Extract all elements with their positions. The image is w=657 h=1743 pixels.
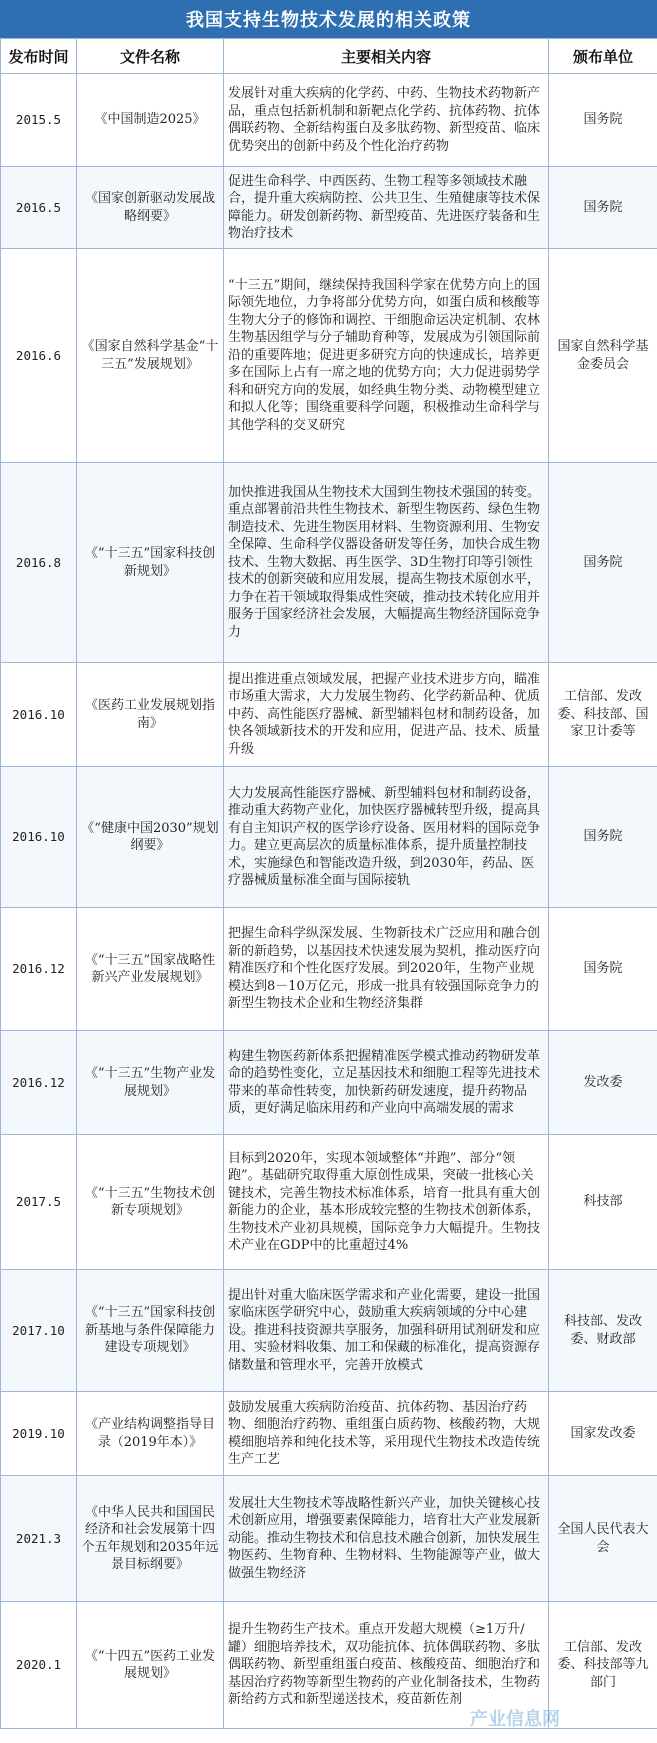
cell-date: 2017.10	[1, 1270, 77, 1392]
cell-issuer: 工信部、发改委、科技部等九部门	[549, 1602, 657, 1729]
cell-content: 促进生命科学、中西医药、生物工程等多领域技术融合，提升重大疾病防控、公共卫生、生殖健康等技术保障能力。研发创新药物、新型疫苗、先进医疗装备和生物治疗技术	[224, 167, 549, 249]
header-name: 文件名称	[77, 39, 224, 74]
cell-date: 2020.1	[1, 1602, 77, 1729]
cell-issuer: 科技部	[549, 1135, 657, 1270]
cell-name: 《“十三五”生物技术创新专项规划》	[77, 1135, 224, 1270]
cell-content: 目标到2020年，实现本领域整体“并跑”、部分“领跑”。基础研究取得重大原创性成果，突破一批核心关键技术，完善生物技术标准体系，培育一批具有重大创新能力的企业，基本形成较完整的生物技术创新体系，生物技术产业初具规模，国际竞争力大幅提升。生物技术产业在GDP中的比重超过4%	[224, 1135, 549, 1270]
table-row	[1, 663, 657, 767]
cell-date: 2016.12	[1, 1031, 77, 1135]
cell-issuer: 发改委	[549, 1031, 657, 1135]
cell-date: 2016.8	[1, 463, 77, 663]
table-row	[1, 249, 657, 463]
cell-name: 《中华人民共和国国民经济和社会发展第十四个五年规划和2035年远景目标纲要》	[77, 1476, 224, 1602]
cell-issuer: 国务院	[549, 167, 657, 249]
cell-issuer: 国务院	[549, 463, 657, 663]
table-row	[1, 908, 657, 1031]
cell-content: 大力发展高性能医疗器械、新型辅料包材和制药设备，推动重大药物产业化，加快医疗器械转型升级，提高具有自主知识产权的医学诊疗设备、医用材料的国际竞争力。建立更高层次的质量标准体系，提升质量控制技术，实施绿色和智能改造升级，到2030年，药品、医疗器械质量标准全面与国际接轨	[224, 767, 549, 908]
cell-name: 《中国制造2025》	[77, 74, 224, 167]
cell-content: 提出针对重大临床医学需求和产业化需要，建设一批国家临床医学研究中心，鼓励重大疾病领域的分中心建设。推进科技资源共享服务，加强科研用试剂研发和应用、实验材料收集、加工和保藏的标准化，提高资源存储数量和管理水平，完善开放模式	[224, 1270, 549, 1392]
cell-name: 《“健康中国2030”规划纲要》	[77, 767, 224, 908]
table-row	[1, 767, 657, 908]
cell-name: 《国家自然科学基金“十三五”发展规划》	[77, 249, 224, 463]
cell-date: 2016.12	[1, 908, 77, 1031]
cell-content: “十三五”期间，继续保持我国科学家在优势方向上的国际领先地位，力争将部分优势方向，如蛋白质和核酸等生物大分子的修饰和调控、干细胞命运决定机制、农林生物基因组学与分子辅助育种等，发展成为引领国际前沿的重要阵地；促进更多研究方向的快速成长，培养更多在国际上占有一席之地的优势方向；大力促进弱势学科和研究方向的发展，如经典生物分类、动物模型建立和拟人化等；围绕重要科学问题，积极推动生命科学与其他学科的交叉研究	[224, 249, 549, 463]
table-row	[1, 1392, 657, 1476]
cell-date: 2016.6	[1, 249, 77, 463]
cell-name: 《“十三五”国家科技创新基地与条件保障能力建设专项规划》	[77, 1270, 224, 1392]
cell-content: 鼓励发展重大疾病防治疫苗、抗体药物、基因治疗药物、细胞治疗药物、重组蛋白质药物、核酸药物，大规模细胞培养和纯化技术等，采用现代生物技术改造传统生产工艺	[224, 1392, 549, 1476]
cell-content: 提出推进重点领域发展，把握产业技术进步方向，瞄准市场重大需求，大力发展生物药、化学药新品种、优质中药、高性能医疗器械、新型辅料包材和制药设备，加快各领域新技术的开发和应用，促进产品、技术、质量升级	[224, 663, 549, 767]
cell-issuer: 全国人民代表大会	[549, 1476, 657, 1602]
table-title: 我国支持生物技术发展的相关政策	[0, 0, 657, 38]
table-row	[1, 463, 657, 663]
cell-name: 《国家创新驱动发展战略纲要》	[77, 167, 224, 249]
cell-name: 《医药工业发展规划指南》	[77, 663, 224, 767]
cell-content: 发展针对重大疾病的化学药、中药、生物技术药物新产品，重点包括新机制和新靶点化学药、抗体药物、抗体偶联药物、全新结构蛋白及多肽药物、新型疫苗、临床优势突出的创新中药及个性化治疗药物	[224, 74, 549, 167]
header-date: 发布时间	[1, 39, 77, 74]
header-content: 主要相关内容	[224, 39, 549, 74]
cell-content: 把握生命科学纵深发展、生物新技术广泛应用和融合创新的新趋势，以基因技术快速发展为契机，推动医疗向精准医疗和个性化医疗发展。到2020年，生物产业规模达到8－10万亿元，形成一批具有较强国际竞争力的新型生物技术企业和生物经济集群	[224, 908, 549, 1031]
cell-content: 构建生物医药新体系把握精准医学模式推动药物研发革命的趋势性变化，立足基因技术和细胞工程等先进技术带来的革命性转变，加快新药研发速度，提升药物品质，更好满足临床用药和产业向中高端发展的需求	[224, 1031, 549, 1135]
cell-issuer: 国家发改委	[549, 1392, 657, 1476]
header-issuer: 颁布单位	[549, 39, 657, 74]
cell-issuer: 国家自然科学基金委员会	[549, 249, 657, 463]
policy-table	[0, 38, 657, 1729]
cell-name: 《“十三五”生物产业发展规划》	[77, 1031, 224, 1135]
table-row	[1, 74, 657, 167]
cell-content: 提升生物药生产技术。重点开发超大规模（≥1万升/罐）细胞培养技术，双功能抗体、抗体偶联药物、多肽偶联药物、新型重组蛋白疫苗、核酸疫苗、细胞治疗和基因治疗药物等新型生物药的产业化制备技术，生物药新给药方式和新型递送技术，疫苗新佐剂	[224, 1602, 549, 1729]
watermark-logo: 产业信息网	[470, 1709, 560, 1730]
cell-date: 2016.5	[1, 167, 77, 249]
table-row	[1, 167, 657, 249]
cell-issuer: 国务院	[549, 74, 657, 167]
cell-issuer: 工信部、发改委、科技部、国家卫计委等	[549, 663, 657, 767]
cell-date: 2021.3	[1, 1476, 77, 1602]
cell-name: 《“十三五”国家科技创新规划》	[77, 463, 224, 663]
cell-date: 2016.10	[1, 663, 77, 767]
cell-content: 发展壮大生物技术等战略性新兴产业，加快关键核心技术创新应用，增强要素保障能力，培育壮大产业发展新动能。推动生物技术和信息技术融合创新，加快发展生物医药、生物育种、生物材料、生物能源等产业，做大做强生物经济	[224, 1476, 549, 1602]
table-row	[1, 1270, 657, 1392]
cell-date: 2017.5	[1, 1135, 77, 1270]
table-row	[1, 1031, 657, 1135]
cell-content: 加快推进我国从生物技术大国到生物技术强国的转变。重点部署前沿共性生物技术、新型生物医药、绿色生物制造技术、先进生物医用材料、生物资源利用、生物安全保障、生命科学仪器设备研发等任务，加快合成生物技术、生物大数据、再生医学、3D生物打印等引领性技术的创新突破和应用发展，提高生物技术原创水平，力争在若干领域取得集成性突破，推动技术转化应用并服务于国家经济社会发展，大幅提高生物经济国际竞争力	[224, 463, 549, 663]
cell-date: 2016.10	[1, 767, 77, 908]
table-row	[1, 1135, 657, 1270]
cell-date: 2015.5	[1, 74, 77, 167]
cell-issuer: 国务院	[549, 908, 657, 1031]
cell-name: 《“十三五”国家战略性新兴产业发展规划》	[77, 908, 224, 1031]
cell-name: 《产业结构调整指导目录（2019年本）》	[77, 1392, 224, 1476]
table-header-row	[1, 39, 657, 74]
table-row	[1, 1476, 657, 1602]
cell-name: 《“十四五”医药工业发展规划》	[77, 1602, 224, 1729]
cell-issuer: 国务院	[549, 767, 657, 908]
cell-date: 2019.10	[1, 1392, 77, 1476]
cell-issuer: 科技部、发改委、财政部	[549, 1270, 657, 1392]
